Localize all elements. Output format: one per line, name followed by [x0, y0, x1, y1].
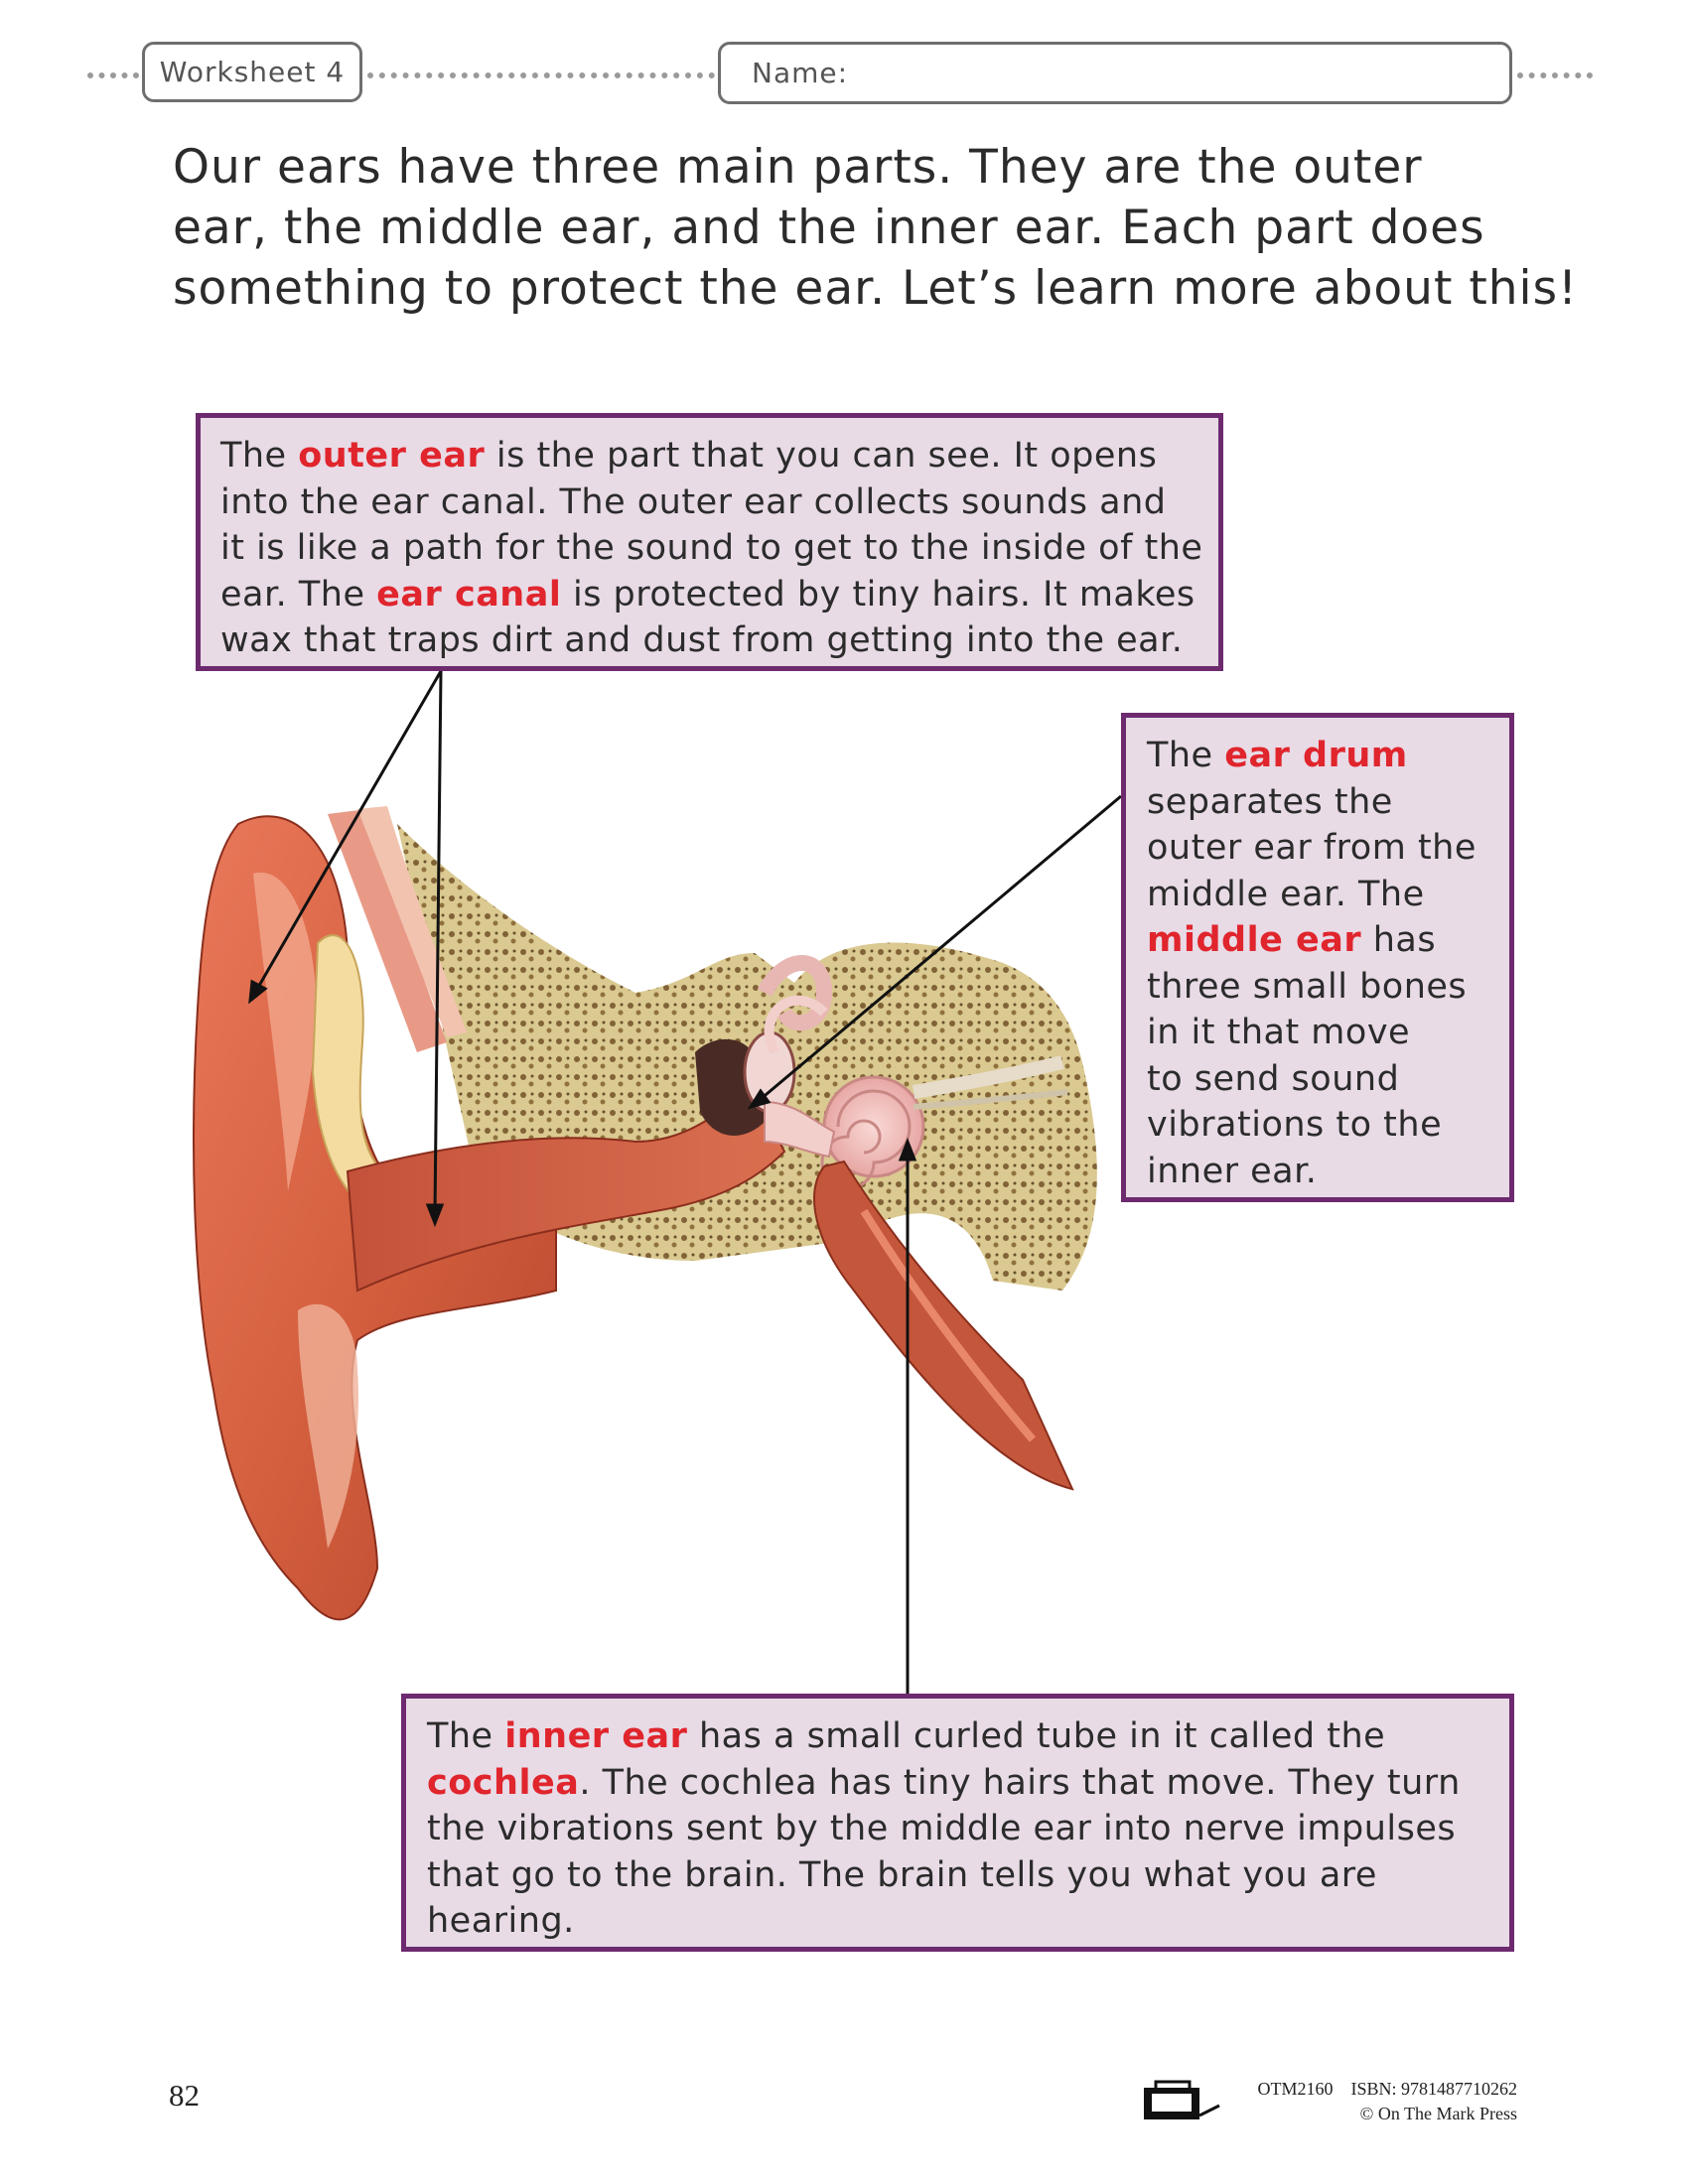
callout-line: [1147, 917, 1509, 964]
page-number: 82: [169, 2078, 200, 2113]
inner-ear-callout: [401, 1694, 1514, 1952]
callout-line: it is like a path for the sound to get to the inside of the: [220, 528, 1203, 568]
text-run: has: [1361, 920, 1437, 960]
callout-line: the vibrations sent by the middle ear into nerve impulses: [427, 1809, 1457, 1848]
term-cochlea: cochlea: [427, 1762, 580, 1803]
callout-line: wax that traps dirt and dust from getting into the ear.: [220, 620, 1184, 660]
outer-ear-callout: [196, 413, 1223, 671]
callout-line: to send sound: [1147, 1058, 1400, 1099]
text-run: is the part that you can see. It opens: [485, 436, 1158, 476]
term-inner-ear: inner ear: [504, 1716, 688, 1756]
callout-line: [220, 433, 1218, 479]
footer-publisher-info: [1234, 2077, 1517, 2126]
publisher-logo-icon: [1142, 2080, 1221, 2123]
intro-line: ear, the middle ear, and the inner ear. Each part does: [173, 201, 1485, 255]
term-ear-drum: ear drum: [1224, 736, 1408, 775]
text-run: The: [427, 1716, 505, 1756]
term-middle-ear: middle ear: [1147, 920, 1362, 960]
text-run: has a small curled tube in it called the: [687, 1716, 1386, 1756]
text-run: The: [220, 436, 299, 476]
worksheet-label-text: Worksheet 4: [159, 56, 346, 88]
name-label: Name:: [752, 57, 849, 89]
text-run: ear. The: [220, 574, 377, 614]
term-outer-ear: outer ear: [298, 436, 486, 476]
text-run: . The cochlea has tiny hairs that move. They turn: [579, 1762, 1461, 1803]
callout-line: that go to the brain. The brain tells you what you are: [427, 1854, 1377, 1895]
callout-line: [427, 1713, 1509, 1760]
callout-line: hearing.: [427, 1901, 575, 1941]
callout-line: inner ear.: [1147, 1151, 1318, 1191]
callout-line: in it that move: [1147, 1013, 1411, 1052]
callout-line: vibrations to the: [1147, 1105, 1443, 1145]
callout-line: middle ear. The: [1147, 874, 1425, 914]
callout-line: into the ear canal. The outer ear collects sounds and: [220, 481, 1167, 522]
callout-line: three small bones: [1147, 966, 1468, 1007]
callout-line: outer ear from the: [1147, 828, 1477, 868]
callout-line: [427, 1760, 1509, 1807]
middle-ear-callout: [1121, 713, 1514, 1202]
intro-line: Our ears have three main parts. They are the outer: [173, 140, 1423, 195]
term-ear-canal: ear canal: [376, 574, 562, 614]
intro-line: something to protect the ear. Let’s learn more about this!: [173, 261, 1578, 316]
callout-line: [1147, 733, 1509, 779]
callout-line: [220, 572, 1218, 618]
callout-line: separates the: [1147, 781, 1393, 822]
product-code: OTM2160 ISBN: 9781487710262: [1257, 2079, 1517, 2099]
text-run: The: [1147, 736, 1225, 775]
text-run: is protected by tiny hairs. It makes: [561, 574, 1196, 614]
copyright: © On The Mark Press: [1359, 2104, 1517, 2123]
